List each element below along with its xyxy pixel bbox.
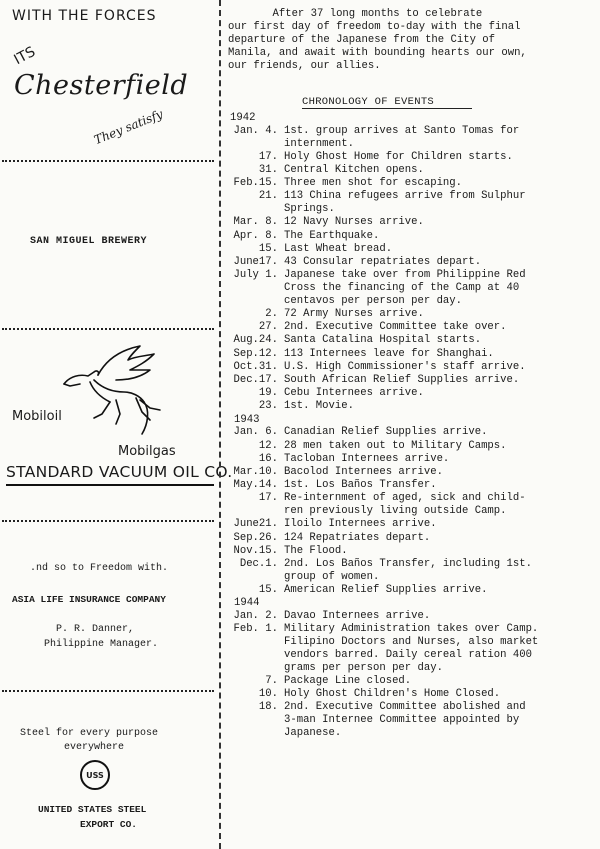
event-date: 7.	[265, 674, 278, 687]
divider	[2, 328, 214, 330]
event-text: Re-internment of aged, sick and child- ren previously living outside Camp.	[284, 492, 526, 518]
event-text: 113 Internees leave for Shanghai.	[284, 347, 494, 360]
chronology-title-underline	[302, 108, 472, 109]
event-text: 2nd. Executive Committee take over.	[284, 321, 507, 334]
event-date: 15.	[258, 584, 278, 596]
event-date: 16.	[258, 452, 278, 465]
event-text: 12 Navy Nurses arrive.	[284, 216, 424, 229]
event-date: Feb. 1.	[233, 623, 278, 636]
event-text: 28 men taken out to Military Camps.	[284, 439, 507, 452]
event-date: 12.	[258, 439, 278, 452]
event-date: 17.	[258, 150, 278, 163]
event-text: 2nd. Los Baños Transfer, including 1st. group of women.	[284, 558, 532, 583]
event-text: Japanese take over from Philippine Red Cross the financing of the Camp at 40 centavos per person per day.	[284, 269, 526, 308]
event-date: Apr. 8.	[233, 229, 278, 242]
with-forces-text: WITH THE FORCES	[12, 8, 157, 24]
event-date: Nov.15.	[233, 544, 278, 557]
event-text: 72 Army Nurses arrive.	[284, 308, 424, 320]
event-date: 10.	[258, 688, 278, 700]
manager-title: Philippine Manager.	[44, 639, 159, 650]
san-miguel-ad: SAN MIGUEL BREWERY	[30, 236, 148, 247]
event-text: Holy Ghost Children's Home Closed.	[284, 688, 501, 700]
advertisement-column	[0, 0, 233, 849]
event-date: Feb.15.	[233, 177, 278, 190]
event-date: 23.	[258, 400, 278, 413]
event-date: Sep.12.	[233, 347, 278, 360]
event-text: Holy Ghost Home for Children starts.	[284, 150, 513, 163]
standard-vacuum-underline	[6, 484, 214, 486]
event-date: Sep.26.	[233, 531, 278, 544]
mobiloil-text: Mobiloil	[12, 409, 62, 424]
year-heading: 1942	[230, 112, 256, 124]
event-date: Jan. 4.	[233, 124, 278, 137]
event-text: 1st. group arrives at Santo Tomas for internment.	[284, 124, 520, 150]
event-text: 1st. Los Baños Transfer.	[284, 479, 437, 492]
divider	[2, 160, 214, 162]
event-text: Military Administration takes over Camp. Filipino Doctors and Nurses, also market vendors barred. Daily cereal ration 400 grams per person per day.	[284, 623, 539, 675]
event-date: May.14.	[233, 479, 278, 492]
steel-slogan-line2: everywhere	[64, 742, 125, 753]
event-text: 124 Repatriates depart.	[284, 531, 431, 544]
divider	[2, 520, 214, 522]
event-text: Canadian Relief Supplies arrive.	[284, 426, 488, 439]
event-text: 43 Consular repatriates depart.	[284, 256, 482, 268]
event-text: Santa Catalina Hospital starts.	[284, 334, 482, 347]
event-date: 21.	[258, 190, 278, 203]
standard-vacuum-text: STANDARD VACUUM OIL CO.	[6, 463, 233, 481]
event-date: July 1.	[233, 269, 278, 282]
event-text: 113 China refugees arrive from Sulphur Springs.	[284, 190, 526, 216]
event-date: 31.	[258, 164, 278, 176]
chesterfield-text: Chesterfield	[14, 70, 189, 101]
event-text: Tacloban Internees arrive.	[284, 452, 450, 465]
event-text: Iloilo Internees arrive.	[284, 518, 437, 531]
event-text: 1st. Movie.	[284, 400, 354, 413]
event-date: 18.	[258, 701, 278, 714]
event-text: Bacolod Internees arrive.	[284, 466, 443, 478]
us-steel-name: UNITED STATES STEEL	[38, 804, 147, 815]
event-date: Jan. 6.	[233, 426, 278, 439]
event-date: Oct.31.	[233, 360, 278, 373]
event-date: 19.	[258, 387, 278, 400]
event-text: American Relief Supplies arrive.	[284, 584, 488, 596]
event-date: Aug.24.	[233, 334, 278, 347]
event-date: Mar. 8.	[233, 216, 278, 229]
event-date: June21.	[233, 518, 278, 531]
year-heading: 1943	[234, 413, 260, 426]
danner-name: P. R. Danner,	[56, 624, 135, 635]
event-date: 15.	[258, 242, 278, 255]
column-divider	[219, 0, 221, 849]
event-date: 2.	[265, 308, 278, 320]
steel-slogan-line1: Steel for every purpose	[20, 728, 159, 739]
uss-logo-icon: USS	[80, 760, 110, 790]
event-date: Dec.17.	[233, 374, 278, 386]
event-text: U.S. High Commissioner's staff arrive.	[284, 360, 526, 373]
event-date: Mar.10.	[233, 466, 278, 478]
event-text: The Earthquake.	[284, 229, 380, 242]
intro-paragraph: After 37 long months to celebrate our first day of freedom to-day with the final departure of the Japanese from the City of Manila, and await with bounding hearts our own, our friends, our allies.	[228, 8, 527, 72]
event-text: Central Kitchen opens.	[284, 164, 424, 176]
divider	[2, 690, 214, 692]
event-text: 2nd. Executive Committee abolished and 3-man Internee Committee appointed by Japanese.	[284, 701, 526, 740]
event-text: Last Wheat bread.	[284, 242, 393, 255]
event-date: June17.	[233, 256, 278, 268]
event-date: Jan. 2.	[233, 610, 278, 622]
mobilgas-text: Mobilgas	[118, 444, 176, 459]
satisfy-text: They satisfy	[92, 106, 165, 148]
its-text: ITS	[11, 43, 39, 69]
event-text: The Flood.	[284, 544, 348, 557]
event-text: Package Line closed.	[284, 674, 412, 687]
freedom-text: .nd so to Freedom with.	[30, 563, 169, 574]
asia-life-ad: ASIA LIFE INSURANCE COMPANY	[12, 594, 166, 605]
chronology-title: CHRONOLOGY OF EVENTS	[302, 96, 435, 108]
event-text: South African Relief Supplies arrive.	[284, 374, 520, 386]
us-steel-export: EXPORT CO.	[80, 819, 138, 830]
event-text: Cebu Internees arrive.	[284, 387, 424, 400]
year-heading: 1944	[234, 597, 260, 610]
event-text: Three men shot for escaping.	[284, 177, 463, 190]
event-text: Davao Internees arrive.	[284, 610, 431, 622]
event-date: 27.	[258, 321, 278, 334]
event-date: Dec.1.	[239, 558, 278, 570]
pegasus-logo-icon	[50, 340, 170, 440]
event-date: 17.	[258, 492, 278, 505]
